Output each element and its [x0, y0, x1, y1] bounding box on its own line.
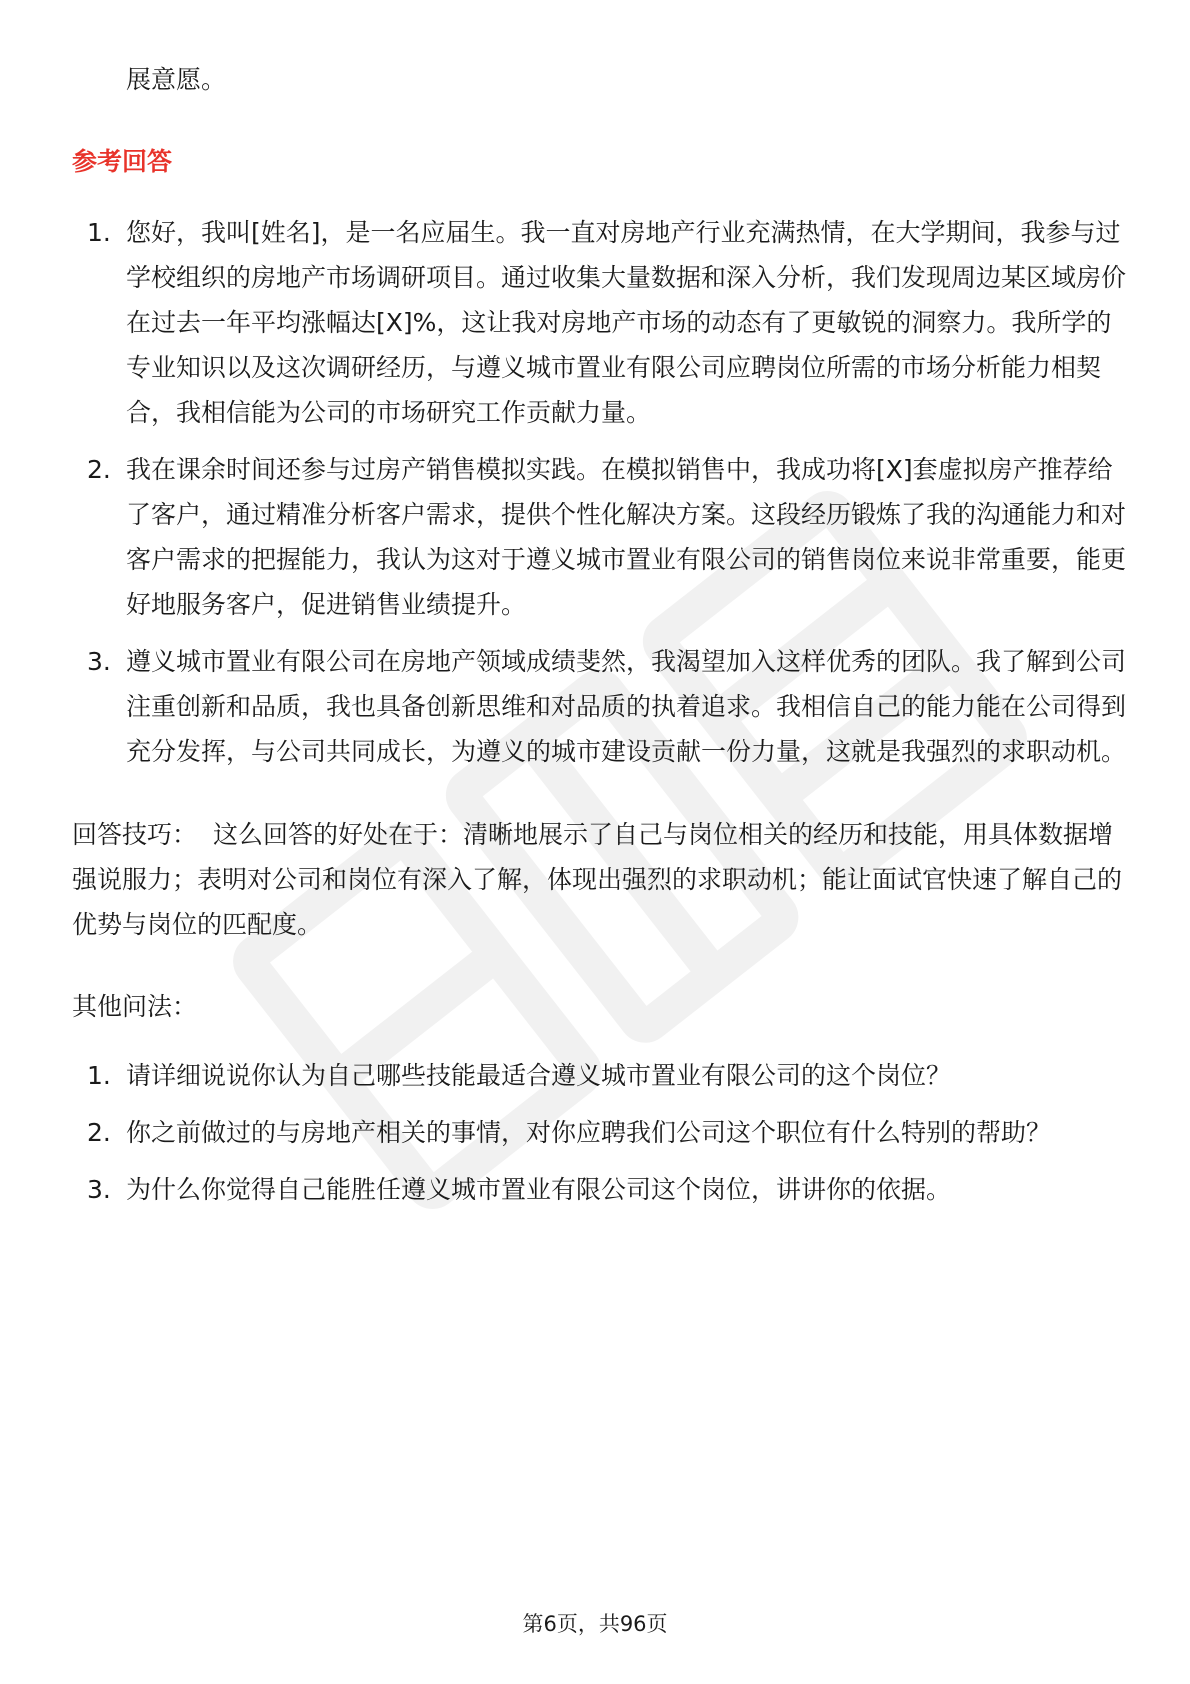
tips-text: 这么回答的好处在于：清晰地展示了自己与岗位相关的经历和技能，用具体数据增强说服力；表明对公司和岗位有深入了解，体现出强烈的求职动机；能让面试官快速了解自己的优势与岗位的匹配度。 [72, 820, 1123, 939]
item-number: 2. [87, 455, 111, 484]
main-content [72, 60, 1127, 1224]
list-item [72, 1167, 1126, 1212]
tips-label: 回答技巧： [72, 820, 198, 849]
item-number: 1. [87, 1061, 111, 1090]
list-item [72, 447, 1126, 627]
item-text: 请详细说说你认为自己哪些技能最适合遵义城市置业有限公司的这个岗位？ [126, 1061, 952, 1090]
list-item [72, 1110, 1126, 1155]
item-text: 我在课余时间还参与过房产销售模拟实践。在模拟销售中，我成功将[X]套虚拟房产推荐给了客户，通过精准分析客户需求，提供个性化解决方案。这段经历锻炼了我的沟通能力和对客户需求的把握能力，我认为这对于遵义城市置业有限公司的销售岗位来说非常重要，能更好地服务客户，促进销售业绩提升。 [126, 455, 1127, 619]
item-number: 2. [87, 1118, 111, 1147]
list-item [72, 639, 1126, 774]
answer-tips [72, 812, 1132, 947]
item-text: 您好，我叫[姓名]，是一名应届生。我一直对房地产行业充满热情，在大学期间，我参与过学校组织的房地产市场调研项目。通过收集大量数据和深入分析，我们发现周边某区域房价在过去一年平均涨幅达[X]%，这让我对房地产市场的动态有了更敏锐的洞察力。我所学的专业知识以及这次调研经历，与遵义城市置业有限公司应聘岗位所需的市场分析能力相契合，我相信能为公司的市场研究工作贡献力量。 [126, 218, 1127, 427]
other-questions-list [72, 1053, 1122, 1212]
reference-answer-heading: 参考回答 [72, 147, 173, 176]
page-footer: 第6页，共96页 [522, 1612, 668, 1636]
other-questions-heading: 其他问法： [72, 992, 198, 1021]
item-number: 3. [87, 647, 111, 676]
item-text: 为什么你觉得自己能胜任遵义城市置业有限公司这个岗位，讲讲你的依据。 [126, 1175, 952, 1204]
item-number: 1. [87, 218, 111, 247]
item-text: 遵义城市置业有限公司在房地产领域成绩斐然，我渴望加入这样优秀的团队。我了解到公司注重创新和品质，我也具备创新思维和对品质的执着追求。我相信自己的能力能在公司得到充分发挥，与公司共同成长，为遵义的城市建设贡献一份力量，这就是我强烈的求职动机。 [126, 647, 1127, 766]
list-item [72, 210, 1126, 435]
answer-list [72, 210, 1127, 774]
list-item [72, 1053, 1126, 1098]
intro-continuation: 展意愿。 [126, 65, 227, 94]
item-number: 3. [87, 1175, 111, 1204]
item-text: 你之前做过的与房地产相关的事情，对你应聘我们公司这个职位有什么特别的帮助？ [126, 1118, 1052, 1147]
